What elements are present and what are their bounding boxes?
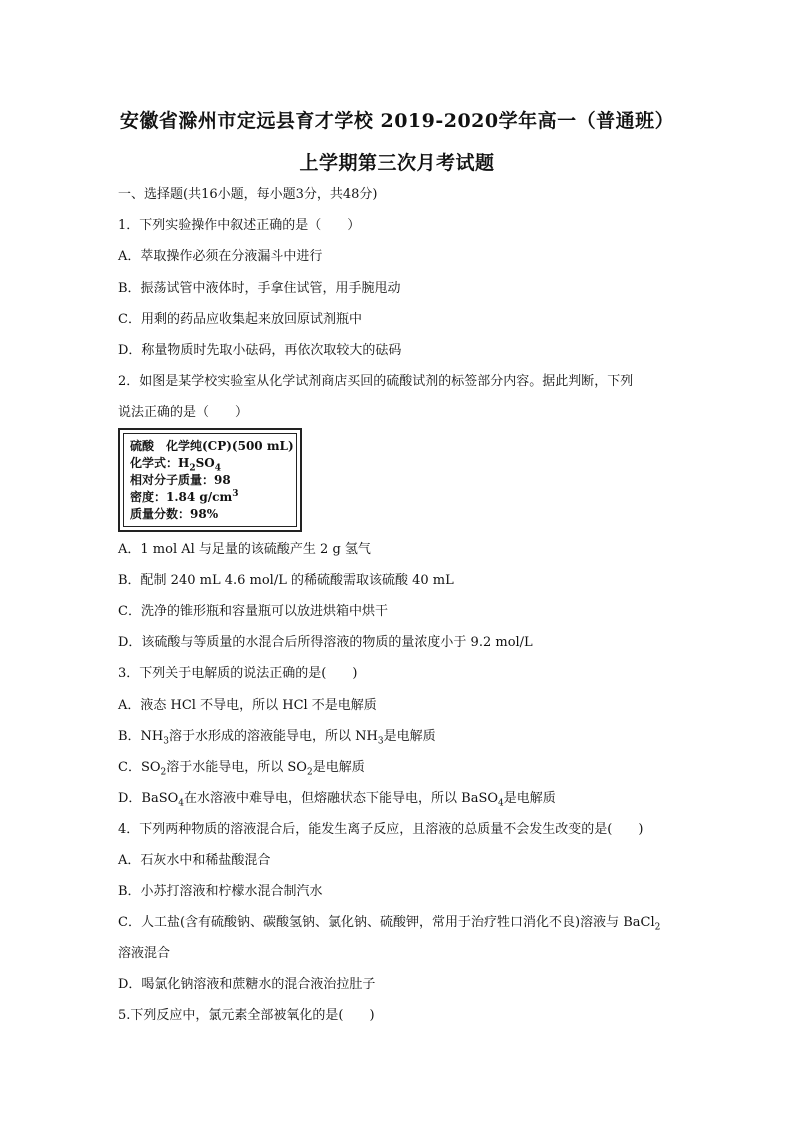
q4-option-b: B．小苏打溶液和柠檬水混合制汽水 (118, 884, 323, 899)
q1-option-d: D．称量物质时先取小砝码，再依次取较大的砝码 (118, 343, 402, 358)
label-density: 密度：1.84 $g/cm^3$ (130, 489, 239, 504)
label-molar-mass: 相对分子质量：98 (130, 473, 231, 487)
section-heading: 一、选择题(共16小题，每小题3分，共48分) (118, 187, 378, 202)
label-mass-fraction: 质量分数：98% (130, 507, 219, 521)
q4-option-c-line-1: C．人工盐(含有硫酸钠、碳酸氢钠、氯化钠、硫酸钾，常用于治疗牲口消化不良)溶液与 BaCl$_2$ (118, 915, 661, 933)
q2-stem-line-2: 说法正确的是（ ） (118, 405, 249, 420)
q3-option-c: C．$SO_2$溶于水能导电，所以 $SO_2$是电解质 (118, 760, 365, 778)
label-formula: 化学式：$H_2SO_4$ (130, 456, 221, 474)
q2-option-c: C．洗净的锥形瓶和容量瓶可以放进烘箱中烘干 (118, 604, 388, 619)
title-line-2: 上学期第三次月考试题 (299, 152, 495, 174)
q2-option-d: D．该硫酸与等质量的水混合后所得溶液的物质的量浓度小于 9.2 mol/L (118, 635, 533, 650)
q3-option-d: D．BaSO$_4$在水溶液中难导电，但熔融状态下能导电，所以 BaSO$_4$是电解质 (118, 791, 556, 809)
q3-option-a: A．液态 HCl 不导电，所以 HCl 不是电解质 (118, 698, 377, 713)
reagent-label (118, 428, 302, 532)
q1-option-b: B．振荡试管中液体时，手拿住试管，用手腕甩动 (118, 281, 401, 296)
q1-option-a: A．萃取操作必须在分液漏斗中进行 (118, 249, 323, 264)
q4-option-d: D．喝氯化钠溶液和蔗糖水的混合液治拉肚子 (118, 977, 376, 992)
q4-stem: 4．下列两种物质的溶液混合后，能发生离子反应，且溶液的总质量不会发生改变的是( ) (118, 822, 644, 837)
q3-option-b: B．$NH_3$溶于水形成的溶液能导电，所以 $NH_3$是电解质 (118, 729, 436, 747)
q2-option-b: B．配制 240 mL 4.6 mol/L 的稀硫酸需取该硫酸 40 mL (118, 573, 454, 588)
q1-stem: 1．下列实验操作中叙述正确的是（ ） (118, 218, 361, 233)
q5-stem: 5.下列反应中，氯元素全部被氧化的是( ) (118, 1008, 375, 1023)
q2-stem-line-1: 2．如图是某学校实验室从化学试剂商店买回的硫酸试剂的标签部分内容。据此判断，下列 (118, 374, 634, 389)
reagent-label-inner (123, 433, 297, 527)
q4-option-c-line-2: 溶液混合 (118, 946, 171, 961)
q2-option-a: A．1 mol Al 与足量的该硫酸产生 2 g 氢气 (118, 542, 371, 557)
q1-option-c: C．用剩的药品应收集起来放回原试剂瓶中 (118, 312, 362, 327)
q3-stem: 3．下列关于电解质的说法正确的是( ) (118, 666, 358, 681)
title-line-1: 安徽省滁州市定远县育才学校 2019-2020学年高一（普通班） (119, 110, 675, 132)
label-product: 硫酸 化学纯(CP)(500 mL) (130, 439, 294, 453)
q4-option-a: A．石灰水中和稀盐酸混合 (118, 853, 271, 868)
